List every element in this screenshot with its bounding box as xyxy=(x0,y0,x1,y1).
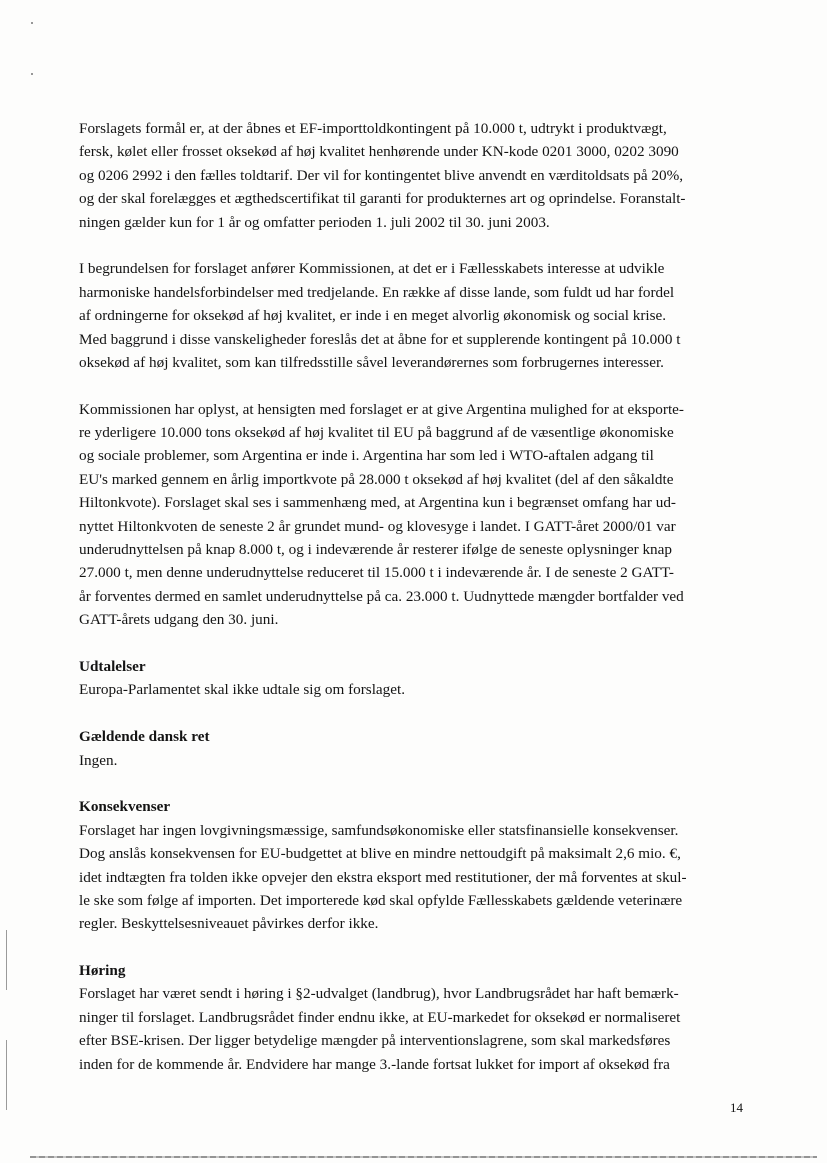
text-line: regler. Beskyttelsesniveauet påvirkes derfor ikke. xyxy=(79,915,379,933)
page-number: 14 xyxy=(730,1100,743,1115)
section-heading: Gældende dansk ret xyxy=(79,728,210,746)
text-line: Forslaget har ingen lovgivningsmæssige, samfundsøkonomiske eller statsfinansielle konsekvenser. xyxy=(79,821,679,839)
text-line: af ordningerne for oksekød af høj kvalitet, er inde i en meget alvorlig økonomisk og social krise. xyxy=(79,307,667,325)
text-line: Med baggrund i disse vanskeligheder foreslås det at åbne for et supplerende kontingent på 10.000 t xyxy=(79,330,681,348)
scan-speck xyxy=(31,22,33,24)
document-body xyxy=(79,117,745,1099)
text-line: I begrundelsen for forslaget anfører Kommissionen, at det er i Fællesskabets interesse at udvikle xyxy=(79,260,665,278)
text-line: ninger til forslaget. Landbrugsrådet finder endnu ikke, at EU-markedet for oksekød er normaliseret xyxy=(79,1008,681,1026)
scan-margin-mark xyxy=(6,930,7,990)
text-line: Forslaget har været sendt i høring i §2-udvalget (landbrug), hvor Landbrugsrådet har haft bemærk- xyxy=(79,985,679,1003)
text-line: og der skal forelægges et ægthedscertifikat til garanti for produkternes art og oprindelse. Foranstalt- xyxy=(79,190,686,208)
text-line: harmoniske handelsforbindelser med tredjelande. En række af disse lande, som fuldt ud har fordel xyxy=(79,283,675,301)
text-line: år forventes dermed en samlet underudnyttelse på ca. 23.000 t. Uudnyttede mængder bortfalder ved xyxy=(79,587,684,605)
text-line: nyttet Hiltonkvoten de seneste 2 år grundet mund- og klovesyge i landet. I GATT-året 2000/01 var xyxy=(79,517,676,535)
text-line: EU's marked gennem en årlig importkvote på 28.000 t oksekød af høj kvalitet (del af den såkaldte xyxy=(79,470,674,488)
text-line: oksekød af høj kvalitet, som kan tilfredsstille såvel leverandørernes som forbrugernes interesser. xyxy=(79,353,664,371)
scan-speck xyxy=(31,73,33,75)
scan-bottom-edge xyxy=(30,1156,817,1158)
section-heading: Udtalelser xyxy=(79,657,146,675)
text-line: idet indtægten fra tolden ikke opvejer den ekstra eksport med restitutioner, der må forventes at skul- xyxy=(79,868,687,886)
text-line: Kommissionen har oplyst, at hensigten med forslaget er at give Argentina mulighed for at eksporte- xyxy=(79,400,684,418)
paragraph-justification xyxy=(79,257,745,374)
text-line: ningen gælder kun for 1 år og omfatter perioden 1. juli 2002 til 30. juni 2003. xyxy=(79,213,550,231)
section-horing xyxy=(79,959,745,1076)
section-udtalelser xyxy=(79,655,745,702)
text-line: efter BSE-krisen. Der ligger betydelige mængder på interventionslagrene, som skal markedsføres xyxy=(79,1032,671,1050)
text-line: re yderligere 10.000 tons oksekød af høj kvalitet til EU på baggrund af de væsentlige økonomiske xyxy=(79,424,674,442)
section-heading: Konsekvenser xyxy=(79,798,171,816)
text-line: fersk, kølet eller frosset oksekød af høj kvalitet henhørende under KN-kode 0201 3000, 0202 3090 xyxy=(79,143,679,161)
text-line: og sociale problemer, som Argentina er inde i. Argentina har som led i WTO-aftalen adgang til xyxy=(79,447,654,465)
section-konsekvenser xyxy=(79,795,745,935)
text-line: Hiltonkvote). Forslaget skal ses i sammenhæng med, at Argentina kun i begrænset omfang har ud- xyxy=(79,494,676,512)
section-gaeldende-ret xyxy=(79,725,745,772)
text-line: 27.000 t, men denne underudnyttelse reduceret til 15.000 t i indeværende år. I de seneste 2 GATT- xyxy=(79,564,674,582)
paragraph-purpose xyxy=(79,117,745,234)
paragraph-commission-info xyxy=(79,398,745,632)
text-line: Europa-Parlamentet skal ikke udtale sig om forslaget. xyxy=(79,681,406,699)
text-line: Ingen. xyxy=(79,751,118,769)
text-line: underudnyttelsen på knap 8.000 t, og i indeværende år resterer ifølge de seneste oplysninger knap xyxy=(79,541,672,559)
text-line: inden for de kommende år. Endvidere har mange 3.-lande fortsat lukket for import af oksekød fra xyxy=(79,1055,670,1073)
text-line: Forslagets formål er, at der åbnes et EF-importtoldkontingent på 10.000 t, udtrykt i produktvægt, xyxy=(79,120,667,137)
section-heading: Høring xyxy=(79,962,126,980)
text-line: le ske som følge af importen. Det importerede kød skal opfylde Fællesskabets gældende veterinære xyxy=(79,891,683,909)
text-line: GATT-årets udgang den 30. juni. xyxy=(79,611,279,629)
text-line: Dog anslås konsekvensen for EU-budgettet at blive en mindre nettoudgift på maksimalt 2,6 mio. €, xyxy=(79,845,681,863)
text-line: og 0206 2992 i den fælles toldtarif. Der vil for kontingentet blive anvendt en værditoldsats på 20%, xyxy=(79,166,684,184)
scan-margin-mark xyxy=(6,1040,7,1110)
